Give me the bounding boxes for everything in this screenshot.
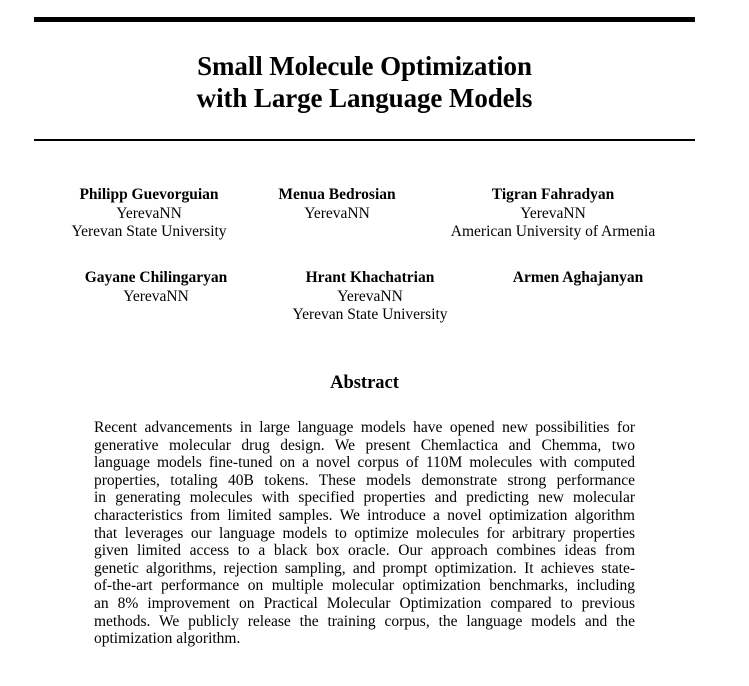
- author-name: Hrant Khachatrian: [305, 269, 435, 286]
- title-bottom-rule: [34, 139, 695, 141]
- abstract-line: properties, totaling 40B tokens. These models demonstrate strong performance: [94, 471, 635, 489]
- abstract-line: an 8% improvement on Practical Molecular Optimization compared to previous: [94, 594, 635, 612]
- abstract-line: in generating molecules with specified properties and predicting new molecular: [94, 489, 635, 507]
- author-affiliation: YerevaNN: [520, 204, 586, 222]
- top-rule: [34, 17, 695, 22]
- abstract-line: methods. We publicly release the training corpus, the language models and the: [94, 612, 635, 630]
- abstract-line: generative molecular drug design. We present Chemlactica and Chemma, two: [94, 436, 635, 454]
- abstract-heading: Abstract: [330, 373, 399, 393]
- abstract-line: genetic algorithms, rejection sampling, and prompt optimization. It achieves state-: [94, 559, 635, 577]
- abstract-line: of-the-art performance on multiple molecular optimization benchmarks, including: [94, 577, 635, 595]
- paper-title: [34, 50, 695, 114]
- abstract-line: characteristics from limited samples. We introduce a novel optimization algorithm: [94, 506, 635, 524]
- author-affiliation: YerevaNN: [123, 287, 189, 305]
- title-line: Small Molecule Optimization: [197, 51, 532, 81]
- author-affiliation: Yerevan State University: [71, 223, 227, 240]
- author-name: Armen Aghajanyan: [512, 269, 644, 286]
- author-block: [278, 186, 395, 223]
- author-name: Tigran Fahradyan: [491, 186, 615, 203]
- author-block: [71, 186, 226, 242]
- author-name: Philipp Guevorguian: [79, 186, 219, 203]
- author-block: [513, 269, 643, 288]
- abstract-line: Recent advancements in large language models have opened new possibilities for: [94, 419, 635, 436]
- author-affiliation: YerevaNN: [304, 204, 370, 222]
- author-affiliation: Yerevan State University: [292, 306, 448, 323]
- author-affiliation: YerevaNN: [337, 287, 403, 305]
- title-line: with Large Language Models: [196, 83, 533, 113]
- abstract-line: optimization algorithm.: [94, 630, 241, 648]
- author-name: Gayane Chilingaryan: [84, 269, 228, 286]
- author-block: [85, 269, 228, 306]
- author-name: Menua Bedrosian: [278, 186, 396, 203]
- abstract-body: [94, 419, 635, 648]
- abstract-line: language models fine-tuned on a novel corpus of 110M molecules with computed: [94, 454, 635, 472]
- author-affiliation: American University of Armenia: [450, 223, 656, 240]
- author-block: [451, 186, 655, 242]
- author-affiliation: YerevaNN: [116, 204, 182, 222]
- abstract-line: that leverages our language models to optimize molecules for arbitrary properties: [94, 524, 635, 542]
- author-block: [292, 269, 447, 325]
- abstract-line: given limited access to a black box oracle. Our approach combines ideas from: [94, 542, 635, 560]
